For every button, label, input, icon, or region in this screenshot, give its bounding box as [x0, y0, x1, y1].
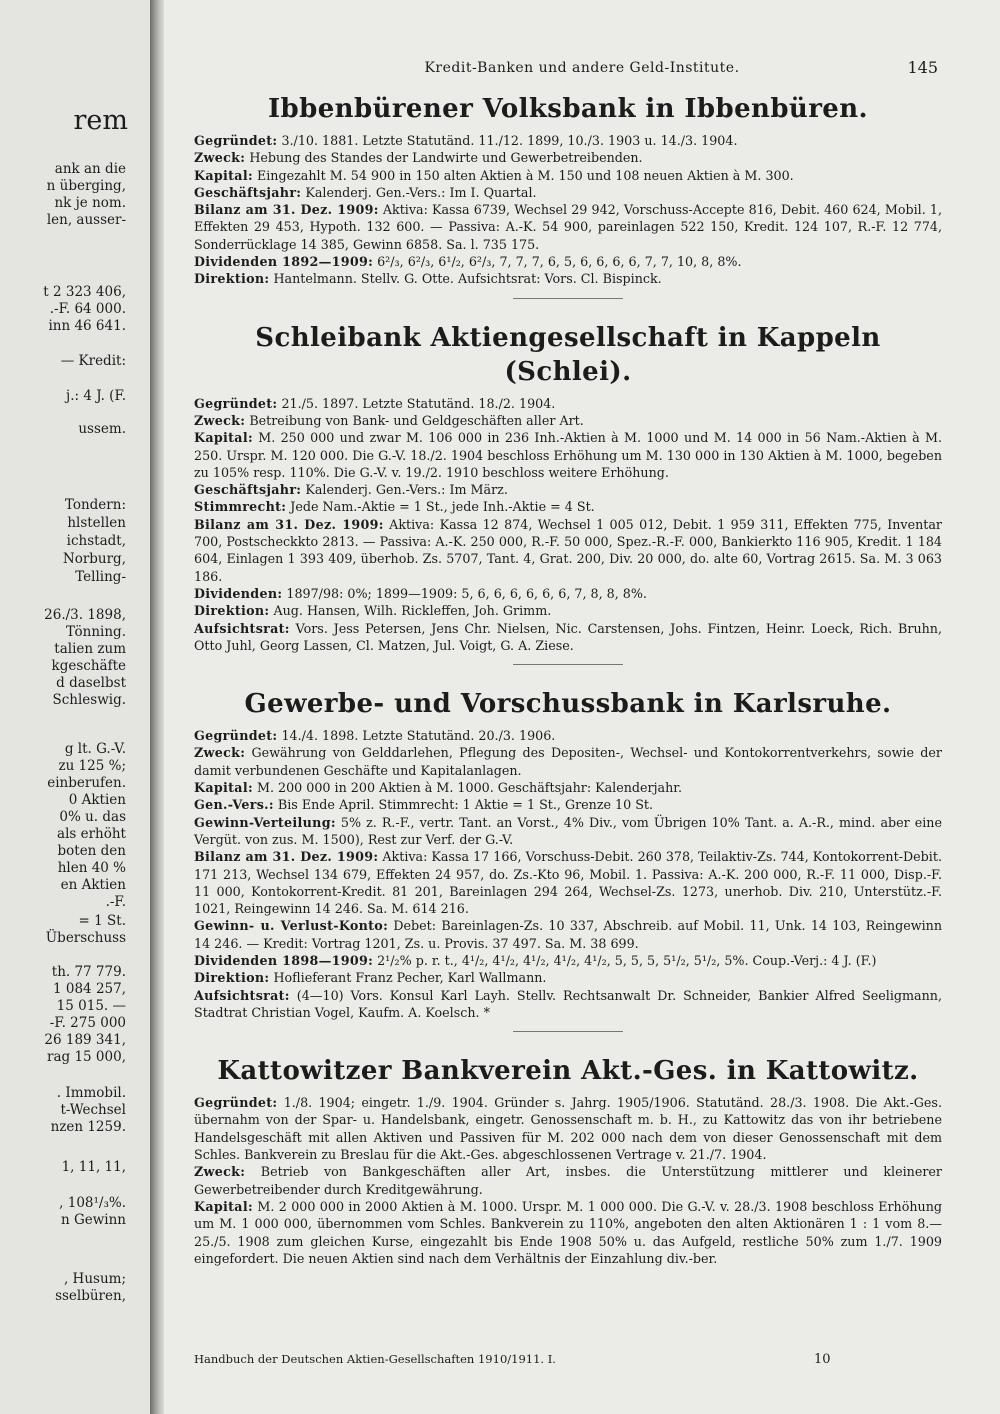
field-text: Aktiva: Kassa 17 166, Vorschuss-Debit. 260 378, Teilaktiv-Zs. 744, Kontokorrent-Debit. 171 213, Wechsel 134 679, Effekten 24 957, do. Zs.-Kto 96, Mobil. 1. Passiva: A.-K. 200 000, R.-F. 11 000, Disp.-F. 11 000, Kontokorrent-Kredit. 81 201, Bareinlagen 294 264, Wechsel-Zs. 1273, unerhob. Div. 210, Unterstütz.-F. 1021, Reingewinn 14 246. Sa. M. 614 216. [194, 849, 942, 917]
field-label: Zweck: [194, 1164, 246, 1180]
field-label: Geschäftsjahr: [194, 482, 302, 498]
field-text: 1897/98: 0%; 1899—1909: 5, 6, 6, 6, 6, 6, 6, 7, 8, 8, 8%. [286, 585, 647, 601]
entry-field [194, 270, 942, 287]
entry-title: Ibbenbürener Volksbank in Ibbenbüren. [267, 94, 868, 124]
facing-page-line: len, ausser- [46, 212, 126, 228]
entry-field [194, 1094, 942, 1163]
entry-field [194, 1163, 942, 1198]
facing-page-line: 26./3. 1898, [44, 607, 126, 623]
field-label: Direktion: [194, 271, 270, 287]
page-footer [194, 1352, 942, 1366]
company-entry [194, 687, 942, 1021]
entry-field [194, 167, 942, 184]
field-label: Kapital: [194, 430, 253, 446]
facing-page-line: 0% u. das [59, 809, 126, 825]
entry-field [194, 969, 942, 986]
field-label: Dividenden 1892—1909: [194, 254, 374, 270]
entry-field [194, 620, 942, 655]
facing-page-line: ank an die [54, 161, 126, 177]
entry-field [194, 1198, 942, 1267]
entry-field [194, 395, 942, 412]
facing-page-line: , Husum; [63, 1271, 126, 1287]
entry-title: Gewerbe- und Vorschussbank in Karlsruhe. [244, 689, 892, 720]
field-label: Gegründet: [194, 133, 278, 148]
field-text: Kalenderj. Gen.-Vers.: Im I. Quartal. [305, 184, 537, 200]
field-text: Hebung des Standes der Landwirte und Gewerbetreibenden. [249, 150, 643, 166]
section-divider [513, 1031, 623, 1032]
entry-field [194, 796, 942, 813]
company-entry [194, 321, 942, 654]
facing-page-line: t 2 323 406, [43, 284, 126, 300]
facing-page-line: Tondern: [64, 497, 126, 513]
field-label: Kapital: [194, 1198, 253, 1214]
entry-field [194, 727, 942, 744]
entry-field [194, 149, 942, 166]
field-label: Gegründet: [194, 728, 278, 744]
facing-page-line: hlen 40 % [57, 860, 126, 876]
entry-field [194, 585, 942, 602]
facing-page-line: Norburg, [62, 551, 126, 567]
facing-page-line: n überging, [46, 178, 126, 194]
field-label: Gen.-Vers.: [194, 797, 274, 813]
facing-page-line: Überschuss [45, 930, 126, 946]
field-label: Bilanz am 31. Dez. 1909: [194, 849, 379, 865]
facing-page-line: 0 Aktien [68, 792, 126, 808]
field-label: Kapital: [194, 780, 253, 796]
entry-field [194, 412, 942, 429]
facing-page-line: rag 15 000, [47, 1049, 126, 1065]
field-text: 3./10. 1881. Letzte Statutänd. 11./12. 1899, 10./3. 1903 u. 14./3. 1904. [281, 133, 738, 148]
entry-field [194, 814, 942, 849]
facing-page-line: zu 125 %; [58, 758, 126, 774]
facing-page-line: inn 46 641. [48, 318, 126, 334]
field-label: Bilanz am 31. Dez. 1909: [194, 202, 379, 218]
facing-page-line: — Kredit: [60, 353, 126, 369]
facing-page-line: als erhöht [57, 826, 126, 842]
field-label: Gewinn- u. Verlust-Konto: [194, 918, 389, 934]
entry-field [194, 952, 942, 969]
facing-page-line: ussem. [78, 421, 126, 437]
facing-page-line: ichstadt, [66, 533, 126, 549]
field-text: M. 200 000 in 200 Aktien à M. 1000. Geschäftsjahr: Kalenderjahr. [256, 780, 682, 796]
facing-page-line: -F. 275 000 [49, 1015, 126, 1031]
facing-page-line: th. 77 779. [51, 964, 126, 980]
facing-page-line: kgeschäfte [51, 658, 126, 674]
field-text: 21./5. 1897. Letzte Statutänd. 18./2. 1904. [281, 395, 556, 411]
facing-page-line: Telling- [75, 569, 126, 585]
entry-field [194, 917, 942, 952]
field-text: Jede Nam.-Aktie = 1 St., jede Inh.-Aktie = 4 St. [290, 499, 595, 515]
facing-page-line: .-F. [105, 894, 126, 910]
facing-page-line: j.: 4 J. (F. [66, 388, 126, 404]
entry-field [194, 201, 942, 253]
facing-page-line: boten den [57, 843, 126, 859]
company-entry [194, 92, 942, 288]
field-text: Vors. Jess Petersen, Jens Chr. Nielsen, Nic. Carstensen, Johs. Fintzen, Heinr. Loeck, Rich. Bruhn, Otto Juhl, Georg Lassen, Cl. Matzen, Jul. Voigt, G. A. Ziese. [194, 620, 942, 653]
page-content [194, 92, 942, 1267]
entry-field [194, 481, 942, 498]
field-label: Direktion: [194, 970, 270, 986]
facing-page-line: nk je nom. [54, 195, 126, 211]
field-text: 14./4. 1898. Letzte Statutänd. 20./3. 1906. [281, 728, 556, 744]
field-label: Geschäftsjahr: [194, 184, 302, 200]
facing-page-line: sselbüren, [55, 1288, 126, 1304]
field-label: Dividenden: [194, 585, 283, 601]
field-label: Stimmrecht: [194, 499, 287, 515]
field-label: Zweck: [194, 412, 246, 428]
entry-field [194, 848, 942, 917]
facing-page-line: g lt. G.-V. [64, 741, 126, 757]
entry-field [194, 779, 942, 796]
facing-page-line: n Gewinn [60, 1212, 126, 1228]
footer-text: Handbuch der Deutschen Aktien-Gesellschaften 1910/1911. I. [194, 1352, 556, 1366]
facing-page-line: en Aktien [60, 877, 126, 893]
page-number: 145 [907, 58, 938, 77]
field-text: 6²/₃, 6²/₃, 6¹/₂, 6²/₃, 7, 7, 7, 6, 5, 6, 6, 6, 6, 7, 7, 10, 8, 8%. [377, 254, 742, 270]
field-text: Betrieb von Bankgeschäften aller Art, insbes. die Unterstützung mittlerer und kleinerer Gewerbetreibender durch Kreditgewährung. [194, 1164, 942, 1197]
facing-page-line: Schleswig. [52, 692, 126, 708]
facing-page-line: 26 189 341, [44, 1032, 126, 1048]
facing-page-line: t-Wechsel [60, 1102, 126, 1118]
entry-field [194, 498, 942, 515]
field-text: Aktiva: Kassa 6739, Wechsel 29 942, Vorschuss-Accepte 816, Debit. 460 624, Mobil. 1, Effekten 29 453, Hypoth. 132 600. — Passiva: A.-K. 54 900, pareinlagen 522 150, Kredit. 124 107, R.-F. 12 774, Sonderrücklage 14 385, Gewinn 6858. Sa. l. 735 175. [194, 202, 942, 252]
facing-page-line: , 108¹/₃%. [59, 1195, 126, 1211]
entry-field [194, 429, 942, 481]
field-text: 5% z. R.-F., vertr. Tant. an Vorst., 4% Div., vom Übrigen 10% Tant. a. A.-R., mind. aber eine Vergüt. von zus. M. 1500), Rest zur Verf. der G.-V. [194, 814, 942, 847]
field-label: Aufsichtsrat: [194, 620, 290, 636]
facing-page-line: 1, 11, 11, [61, 1159, 126, 1175]
field-text: Hoflieferant Franz Pecher, Karl Wallmann. [273, 970, 547, 986]
facing-page-line: hlstellen [67, 515, 126, 531]
company-entry [194, 1054, 942, 1267]
entry-field [194, 132, 942, 149]
field-text: 1./8. 1904; eingetr. 1./9. 1904. Gründer s. Jahrg. 1905/1906. Statutänd. 28./3. 1908. Die Akt.-Ges. übernahm von der Spar- u. Handelsbank, eingetr. Genossenschaft m. b. H., zu Kattowitz das von ihr betriebene Handelsgeschäft mit allen Aktiven und Passiven für M. 202 000 nach dem von dieser Genossenschaft mit dem Schles. Bankverein zu Breslau für die Akt.-Ges. abgeschlossenen Vertrage v. 21./7. 1904. [194, 1095, 942, 1163]
field-label: Bilanz am 31. Dez. 1909: [194, 516, 384, 532]
running-head: Kredit-Banken und andere Geld-Institute. [424, 60, 740, 76]
field-text: Bis Ende April. Stimmrecht: 1 Aktie = 1 St., Grenze 10 St. [277, 797, 654, 813]
field-text: Debet: Bareinlagen-Zs. 10 337, Abschreib. auf Mobil. 11, Unk. 14 103, Reingewinn 14 246. — Kredit: Vortrag 1201, Zs. u. Provis. 37 497. Sa. M. 38 699. [194, 918, 942, 951]
entry-title: Kattowitzer Bankverein Akt.-Ges. in Kattowitz. [217, 1056, 919, 1087]
field-text: Hantelmann. Stellv. G. Otte. Aufsichtsrat: Vors. Cl. Bispinck. [273, 271, 662, 287]
entry-field [194, 253, 942, 270]
entry-title: Schleibank Aktiengesellschaft in Kappeln (Schlei). [255, 322, 881, 387]
field-text: Gewährung von Gelddarlehen, Pflegung des Depositen-, Wechsel- und Kontokorrentverkehrs, sowie der damit verbundenen Geschäfte und Kapitalanlagen. [194, 745, 942, 778]
facing-page-line: einberufen. [47, 775, 126, 791]
facing-page-line: talien zum [54, 641, 126, 657]
field-label: Gewinn-Verteilung: [194, 814, 336, 830]
field-label: Aufsichtsrat: [194, 987, 290, 1003]
field-label: Dividenden 1898—1909: [194, 952, 374, 968]
field-label: Gegründet: [194, 1095, 278, 1111]
field-label: Gegründet: [194, 395, 278, 411]
book-gutter [150, 0, 164, 1414]
facing-page-fragment [0, 0, 152, 1414]
entry-field [194, 184, 942, 201]
entry-field [194, 987, 942, 1022]
field-text: Kalenderj. Gen.-Vers.: Im März. [305, 482, 508, 498]
facing-page-line: rem [73, 105, 128, 136]
facing-page-line: Tönning. [66, 624, 126, 640]
field-text: Betreibung von Bank- und Geldgeschäften aller Art. [249, 412, 584, 428]
entry-field [194, 744, 942, 779]
section-divider [513, 298, 623, 299]
facing-page-line: d daselbst [56, 675, 126, 691]
book-page [164, 0, 1000, 1414]
footer-page-marker: 10 [814, 1352, 831, 1367]
facing-page-line: nzen 1259. [50, 1119, 126, 1135]
entry-field [194, 602, 942, 619]
field-text: 2¹/₂% p. r. t., 4¹/₂, 4¹/₂, 4¹/₂, 4¹/₂, 4¹/₂, 5, 5, 5, 5¹/₂, 5¹/₂, 5%. Coup.-Verj.: 4 J. (F.) [377, 952, 877, 968]
facing-page-line: = 1 St. [78, 913, 126, 929]
field-label: Direktion: [194, 603, 270, 619]
field-label: Kapital: [194, 167, 253, 183]
field-label: Zweck: [194, 745, 246, 761]
entry-field [194, 516, 942, 585]
field-label: Zweck: [194, 150, 246, 166]
section-divider [513, 664, 623, 665]
field-text: M. 2 000 000 in 2000 Aktien à M. 1000. Urspr. M. 1 000 000. Die G.-V. v. 28./3. 1908 beschloss Erhöhung um M. 1 000 000, übernommen vom Schles. Bankverein zu 110%, angeboten den alten Aktionären 1 : 1 vom 8.—25./5. 1908 zum gleichen Kurse, eingezahlt bis Ende 1908 50% u. das Aufgeld, restliche 50% zum 1./7. 1909 eingefordert. Die neuen Aktien sind nach dem Verhältnis der Einzahlung div.-ber. [194, 1198, 942, 1266]
facing-page-line: 15 015. — [56, 998, 126, 1014]
field-text: Eingezahlt M. 54 900 in 150 alten Aktien à M. 150 und 108 neuen Aktien à M. 300. [256, 167, 794, 183]
field-text: (4—10) Vors. Konsul Karl Layh. Stellv. Rechtsanwalt Dr. Schneider, Bankier Alfred Seeligmann, Stadtrat Christian Vogel, Kaufm. A. Koelsch. * [194, 987, 942, 1020]
facing-page-line: .-F. 64 000. [49, 301, 126, 317]
field-text: Aug. Hansen, Wilh. Rickleffen, Joh. Grimm. [273, 603, 552, 619]
field-text: Aktiva: Kassa 12 874, Wechsel 1 005 012, Debit. 1 959 311, Effekten 775, Inventar 700, Postscheckkto 2813. — Passiva: A.-K. 250 000, R.-F. 50 000, Spez.-R.-F. 000, Bankierkto 116 905, Kredit. 1 184 604, Einlagen 1 393 409, überhob. Zs. 5707, Tant. 4, Grat. 200, Div. 20 000, do. alte 60, Vortrag 2615. Sa. M. 3 063 186. [194, 516, 942, 584]
field-text: M. 250 000 und zwar M. 106 000 in 236 Inh.-Aktien à M. 1000 und M. 14 000 in 56 Nam.-Aktien à M. 250. Urspr. M. 120 000. Die G.-V. 18./2. 1904 beschloss Erhöhung um M. 130 000 in 130 Aktien à M. 1000, begeben zu 105% resp. 110%. Die G.-V. v. 19./2. 1910 beschloss weitere Erhöhung. [194, 430, 942, 480]
facing-page-line: . Immobil. [56, 1085, 126, 1101]
facing-page-line: 1 084 257, [53, 981, 126, 997]
